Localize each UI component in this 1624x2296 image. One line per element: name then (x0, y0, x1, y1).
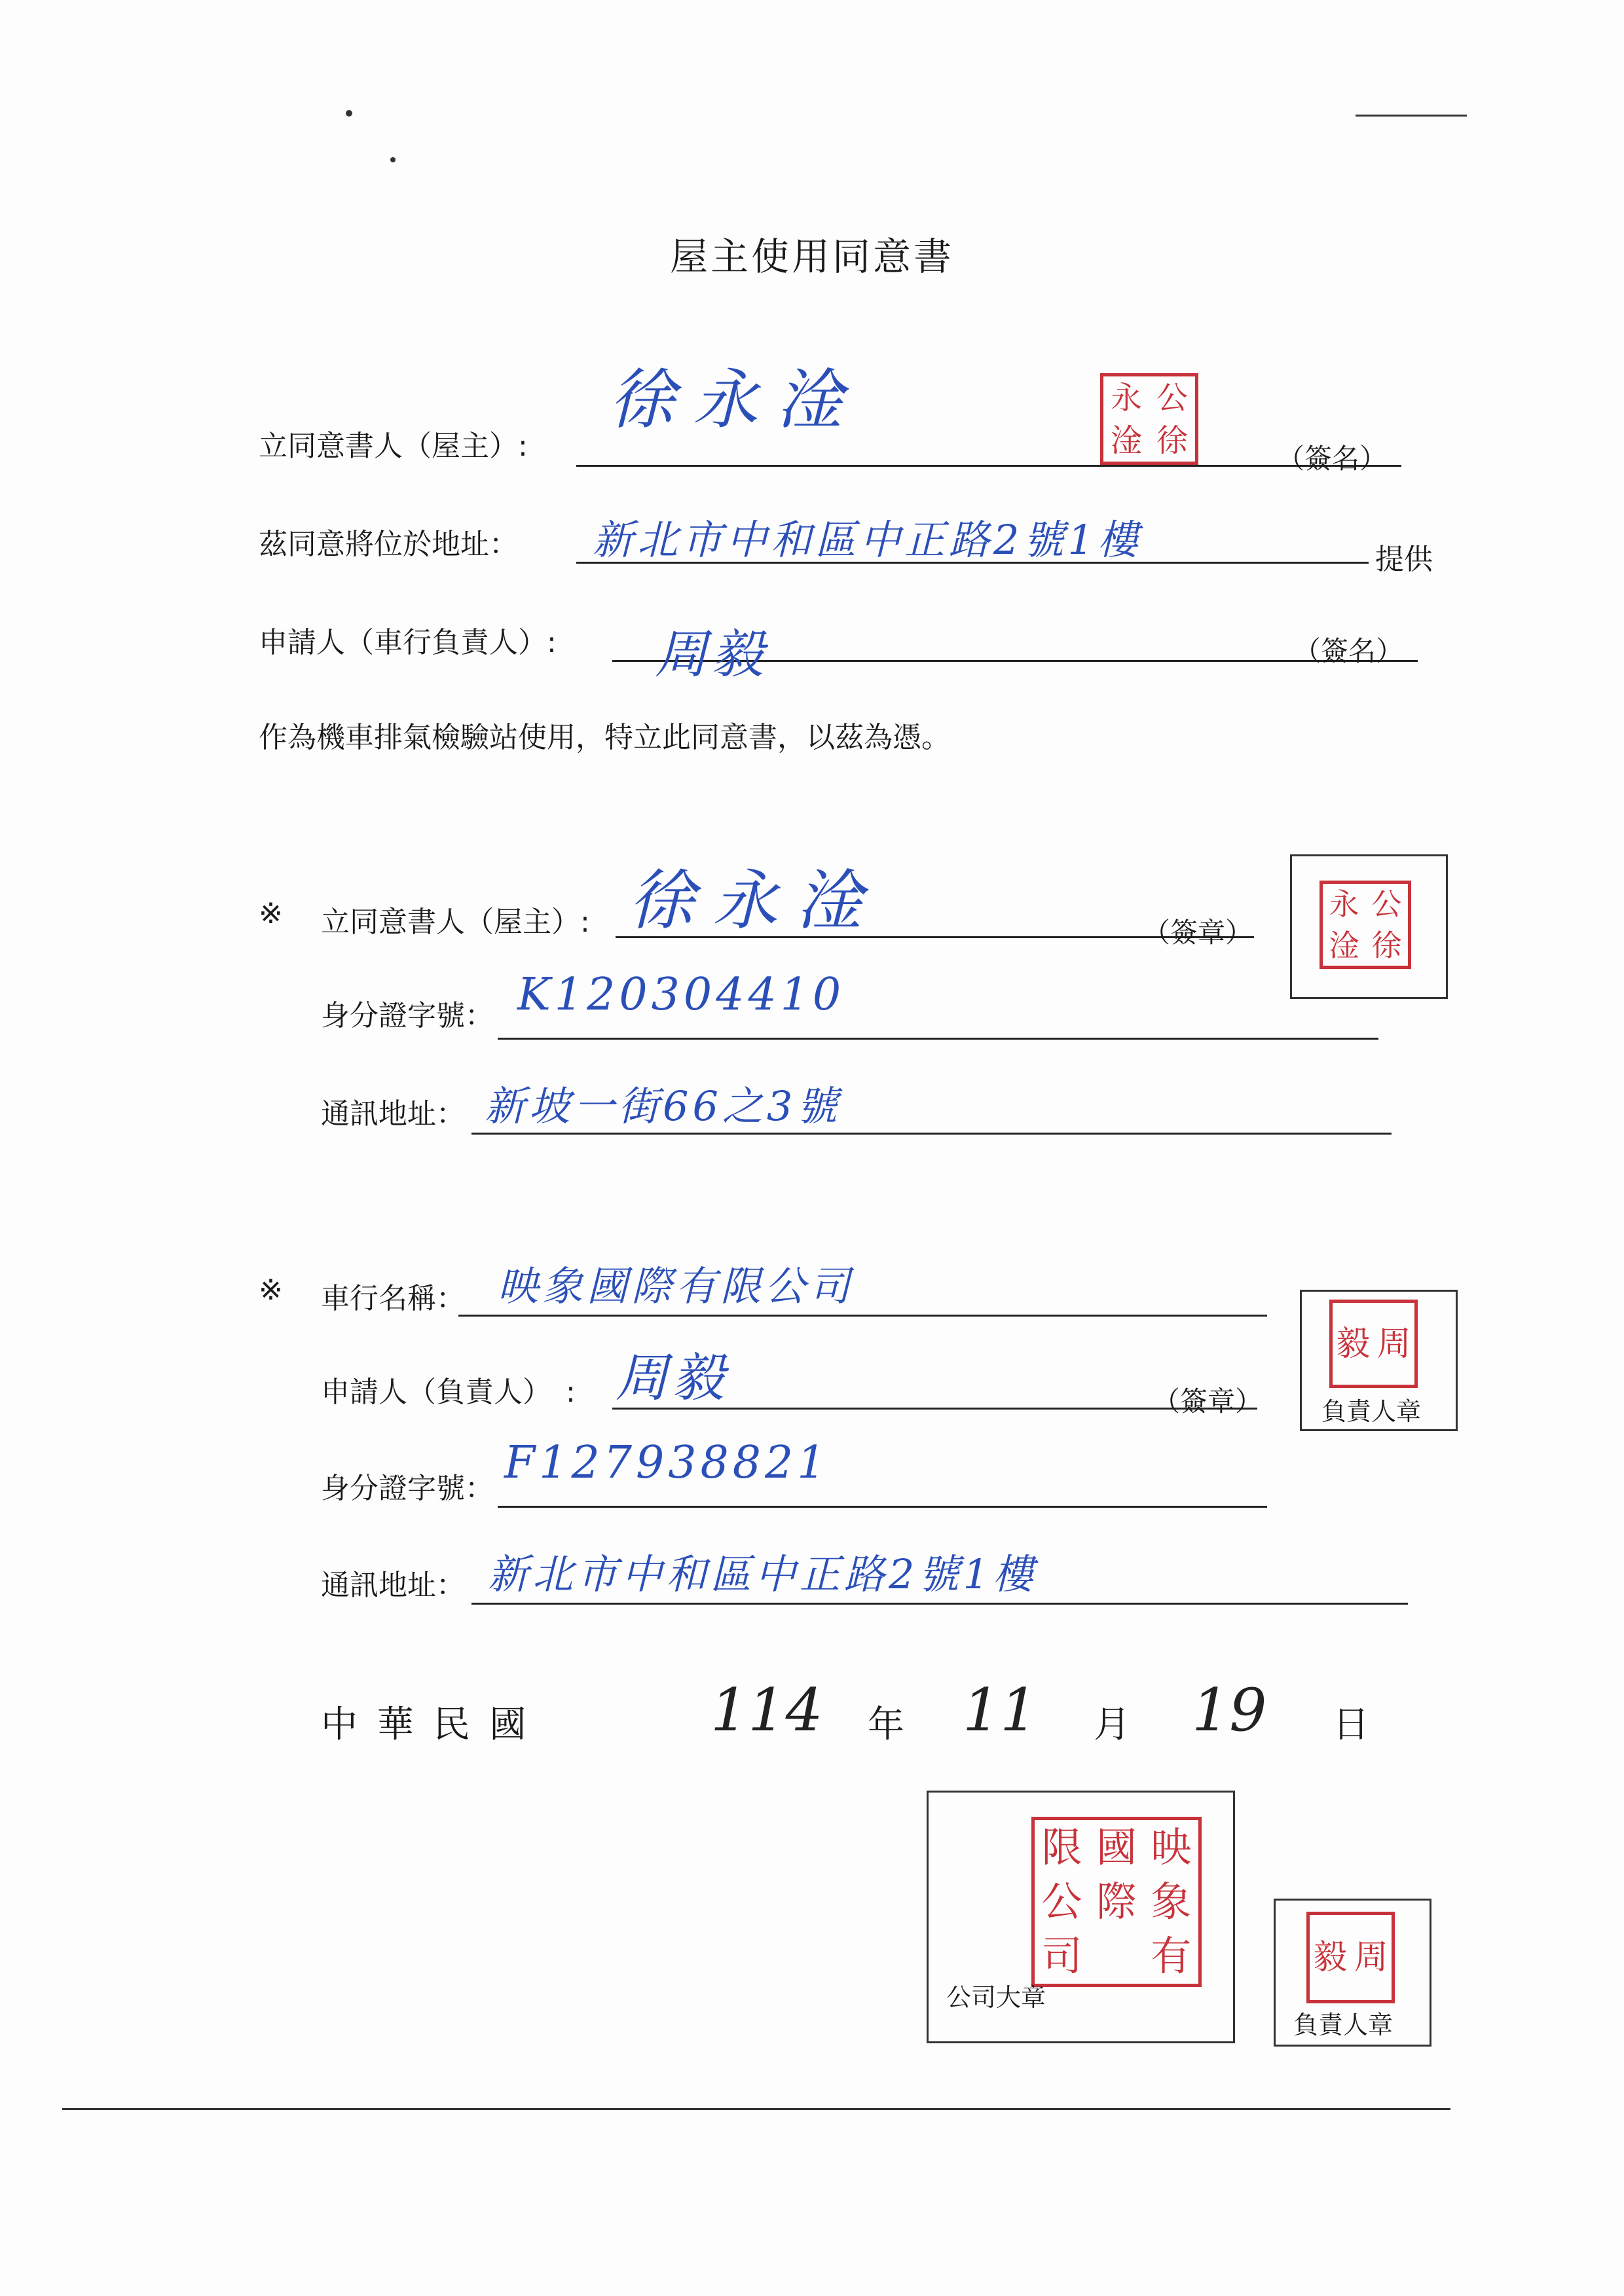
owner-sign-suffix: （簽名） (1277, 443, 1388, 475)
addr2-line (471, 1133, 1392, 1135)
date-year: 114 (710, 1676, 823, 1745)
applicant-signature: 周毅 (655, 624, 767, 685)
section3-mark: ※ (259, 1273, 283, 1307)
applicant-sign-suffix: （簽名） (1293, 635, 1404, 667)
applicant3-suffix: （簽章） (1153, 1385, 1263, 1417)
section2-mark: ※ (259, 897, 283, 930)
id3-label: 身分證字號： (321, 1472, 494, 1505)
id2-label: 身分證字號： (321, 999, 494, 1032)
owner2-signature: 徐永淦 (629, 862, 880, 939)
owner-label: 立同意書人（屋主）: (259, 429, 528, 463)
applicant3-signature: 周毅 (616, 1347, 728, 1408)
person-seal-caption: 負責人章 (1321, 1397, 1422, 1426)
addr3-value: 新北市中和區中正路2號1樓 (488, 1550, 1037, 1598)
applicant3-label: 申請人（負責人） : (321, 1376, 576, 1409)
address-suffix: 提供 (1375, 543, 1433, 576)
addr2-value: 新坡一街66之3號 (485, 1082, 841, 1130)
company-line (458, 1315, 1267, 1317)
date-year-label: 年 (868, 1704, 908, 1746)
owner2-seal-stamp: 永 公 淦 徐 (1320, 881, 1411, 969)
person-stamp-caption-bottom: 負責人章 (1293, 2011, 1393, 2039)
company-seal-stamp: 限 國 映 公 際 象 司 有 (1031, 1817, 1202, 1987)
person-seal-stamp: 毅 周 (1329, 1300, 1418, 1388)
id3-line (498, 1506, 1267, 1508)
company-value: 映象國際有限公司 (498, 1262, 855, 1310)
addr2-label: 通訊地址： (321, 1097, 465, 1131)
owner2-suffix: （簽章） (1143, 917, 1253, 949)
owner-seal-stamp: 永 公 淦 徐 (1100, 373, 1198, 465)
consent-statement: 作為機車排氣檢驗站使用，特立此同意書，以茲為憑。 (259, 721, 950, 754)
applicant-label: 申請人（車行負責人）: (259, 626, 557, 659)
date-era: 中 華 民 國 (321, 1704, 530, 1746)
speck (390, 157, 396, 162)
speck (346, 110, 352, 117)
document-title: 屋主使用同意書 (669, 234, 954, 279)
date-day-label: 日 (1333, 1704, 1373, 1746)
address-value: 新北市中和區中正路2號1樓 (593, 516, 1142, 564)
owner-signature: 徐永淦 (609, 361, 860, 438)
bottom-rule (62, 2108, 1450, 2110)
address-label: 茲同意將位於地址： (259, 528, 518, 561)
date-month-label: 月 (1094, 1704, 1134, 1746)
id3-value: F127938821 (504, 1437, 830, 1489)
owner2-label: 立同意書人（屋主）: (321, 905, 590, 939)
date-day: 19 (1192, 1676, 1267, 1745)
id2-line (498, 1038, 1378, 1040)
addr3-line (471, 1603, 1408, 1605)
date-month: 11 (963, 1676, 1038, 1745)
company-label: 車行名稱： (321, 1282, 465, 1315)
company-stamp-caption: 公司大章 (946, 1983, 1046, 2012)
id2-value: K120304410 (517, 969, 845, 1021)
addr3-label: 通訊地址： (321, 1569, 465, 1602)
top-rule (1356, 115, 1467, 117)
person-seal-stamp-bottom: 毅 周 (1306, 1912, 1395, 2003)
